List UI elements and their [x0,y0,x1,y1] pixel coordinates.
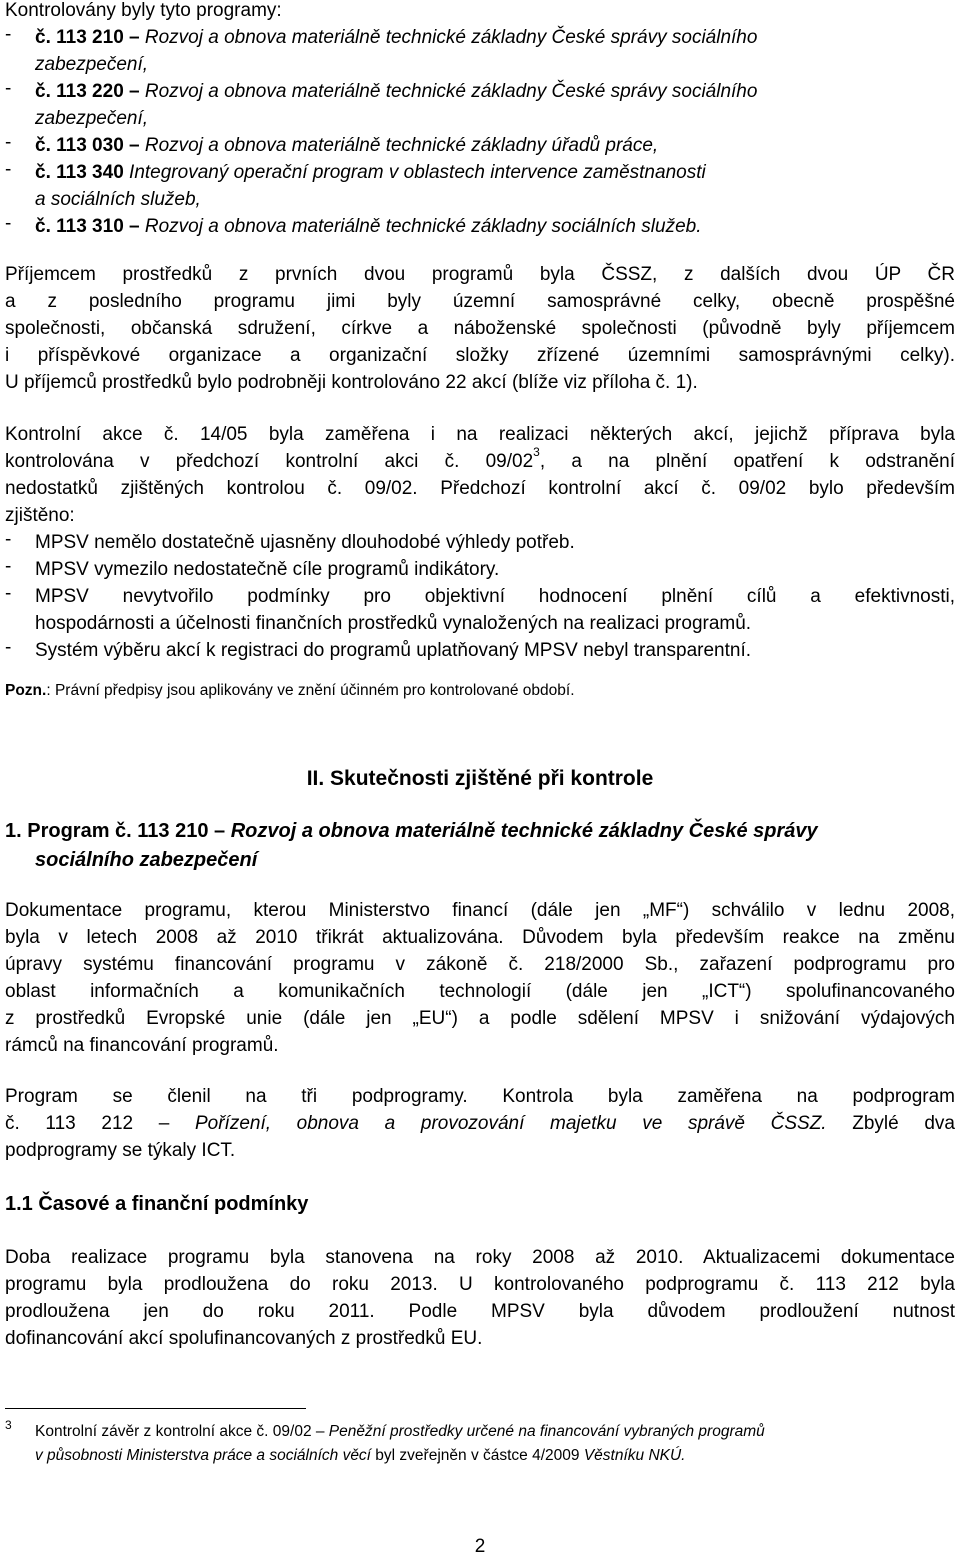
program-number: č. 113 030 [35,135,124,156]
finding-item: - Systém výběru akcí k registraci do programů uplatňovaný MPSV nebyl transparentní. [5,637,752,661]
finding-item: - MPSV nevytvořilo podmínky pro objektivní hodnocení plnění cílů a efektivnosti, hospodárnosti a účelnosti finančních prostředků vynaložených na realizaci programů. [5,583,955,634]
program-name: Integrovaný operační program v oblastech intervence zaměstnanosti [129,162,706,183]
program-item [5,159,955,213]
program-list [5,0,955,240]
program-name: Rozvoj a obnova materiálně technické základny sociálních služeb. [144,216,702,237]
program-number: č. 113 310 [35,216,124,237]
program-number: č. 113 210 [35,27,124,48]
program-heading-title-cont: sociálního zabezpečení [35,849,258,871]
footnote-number: 3 [5,1418,12,1432]
legal-note [5,677,955,704]
paragraph-timing [5,1244,955,1352]
program-name: Rozvoj a obnova materiálně technické základny úřadů práce, [144,135,659,156]
paragraph-documentation [5,897,955,1059]
program-name: Rozvoj a obnova materiálně technické základny České správy sociálního [144,81,758,102]
list-dash: - [5,213,12,234]
text-line: a z posledního programu jimi byly územní samosprávné celky, obecně prospěšné [5,291,955,312]
text-line: společnosti, občanská sdružení, církve a náboženské společnosti (původně byly příjemcem [5,318,955,339]
finding-item: - MPSV vymezilo nedostatečně cíle programů indikátory. [5,556,500,580]
subsection-title: 1.1 Časové a finanční podmínky [5,1193,309,1215]
text-line: č. 113 212 – Pořízení, obnova a provozování majetku ve správě ČSSZ. Zbylé dva [5,1113,955,1134]
list-dash: - [5,556,12,577]
text-line: programu byla prodloužena do roku 2013. U kontrolovaného podprogramu č. 113 212 byla [5,1274,955,1295]
text-line: nedostatků zjištěných kontrolou č. 09/02. Předchozí kontrolní akcí č. 09/02 bylo především [5,478,955,499]
text-line: Kontrolní akce č. 14/05 byla zaměřena i na realizaci některých akcí, jejichž příprava byla [5,424,955,445]
program-name-cont: zabezpečení, [35,54,149,75]
text-line: Příjemcem prostředků z prvních dvou programů byla ČSSZ, z dalších dvou ÚP ČR [5,264,955,285]
list-dash: - [5,529,12,550]
paragraph-subprograms [5,1083,955,1164]
program-heading: 1. Program č. 113 210 – Rozvoj a obnova materiálně technické základny České správy sociálního zabezpečení [5,817,955,875]
footnote-text: Kontrolní závěr z kontrolní akce č. 09/02 – Peněžní prostředky určené na financování vybraných programů v působnosti Ministerstva práce a sociálních věcí byl zveřejněn v částce 4/2009 Věstníku NKÚ. [35,1423,765,1464]
program-name-cont: zabezpečení, [35,108,149,129]
program-item: - č. 113 220 – Rozvoj a obnova materiálně technické základny České správy sociálního zabezpečení, [5,78,955,132]
text-line: úpravy systému financování programu v zákoně č. 218/2000 Sb., zařazení podprogramu pro [5,954,955,975]
intro-text: Kontrolovány byly tyto programy: [5,0,282,21]
finding-item: - MPSV nemělo dostatečně ujasněny dlouhodobé výhledy potřeb. [5,529,575,553]
list-dash: - [5,637,12,658]
list-dash: - [5,132,12,153]
list-dash: - [5,78,12,99]
list-dash: - [5,24,12,45]
program-number: č. 113 220 [35,81,124,102]
text-line: prodloužena jen do roku 2011. Podle MPSV byla důvodem prodloužení nutnost [5,1301,955,1322]
text-line: U příjemců prostředků bylo podrobněji kontrolováno 22 akcí (blíže viz příloha č. 1). [5,372,698,393]
text-line: Doba realizace programu byla stanovena na roky 2008 až 2010. Aktualizacemi dokumentace [5,1247,955,1268]
paragraph-recipients [5,261,955,396]
text-line: i příspěvkové organizace a organizační složky zřízené územními samosprávnými celky). [5,345,955,366]
text-line: Program se členil na tři podprogramy. Kontrola byla zaměřena na podprogram [5,1086,955,1107]
note-text: : Právní předpisy jsou aplikovány ve znění účinném pro kontrolované období. [46,682,575,699]
list-dash: - [5,159,12,180]
program-item: - č. 113 210 – Rozvoj a obnova materiálně technické základny České správy sociálního zabezpečení, [5,24,955,78]
program-name-cont: a sociálních služeb, [35,189,201,210]
footnote-separator [5,1408,306,1409]
section-title: II. Skutečnosti zjištěné při kontrole [306,767,654,790]
text-line: oblast informačních a komunikačních technologií (dále jen „ICT“) spolufinancovaného [5,981,955,1002]
note-label: Pozn. [5,682,47,699]
program-item: - č. 113 030 – Rozvoj a obnova materiálně technické základny úřadů práce, [5,132,659,156]
program-heading-title: Rozvoj a obnova materiálně technické základny České správy [230,820,818,842]
text-line: kontrolována v předchozí kontrolní akci č. $09/02^3$, a na plnění opatření k odstranění [5,445,955,472]
text-line: rámců na financování programů. [5,1035,279,1056]
text-line: podprogramy se týkaly ICT. [5,1140,236,1161]
text-line: Dokumentace programu, kterou Ministerstvo financí (dále jen „MF“) schválilo v lednu 2008, [5,900,955,921]
footnote-ref: 3 [533,445,540,459]
program-name: Rozvoj a obnova materiálně technické základny České správy sociálního [144,27,758,48]
list-dash: - [5,583,12,604]
page-number: 2 [474,1536,486,1557]
text-line: z prostředků Evropské unie (dále jen „EU“) a podle sdělení MPSV i snižování výdajových [5,1008,955,1029]
program-number: č. 113 340 [35,162,124,183]
text-line: byla v letech 2008 až 2010 třikrát aktualizována. Důvodem byla především reakce na změnu [5,927,955,948]
program-heading-number: 1. Program č. 113 210 [5,820,209,842]
text-line: zjištěno: [5,505,75,526]
paragraph-previous-audit [5,421,955,664]
program-item: - č. 113 310 – Rozvoj a obnova materiálně technické základny sociálních služeb. [5,213,702,237]
text-line: dofinancování akcí spolufinancovaných z prostředků EU. [5,1328,483,1349]
